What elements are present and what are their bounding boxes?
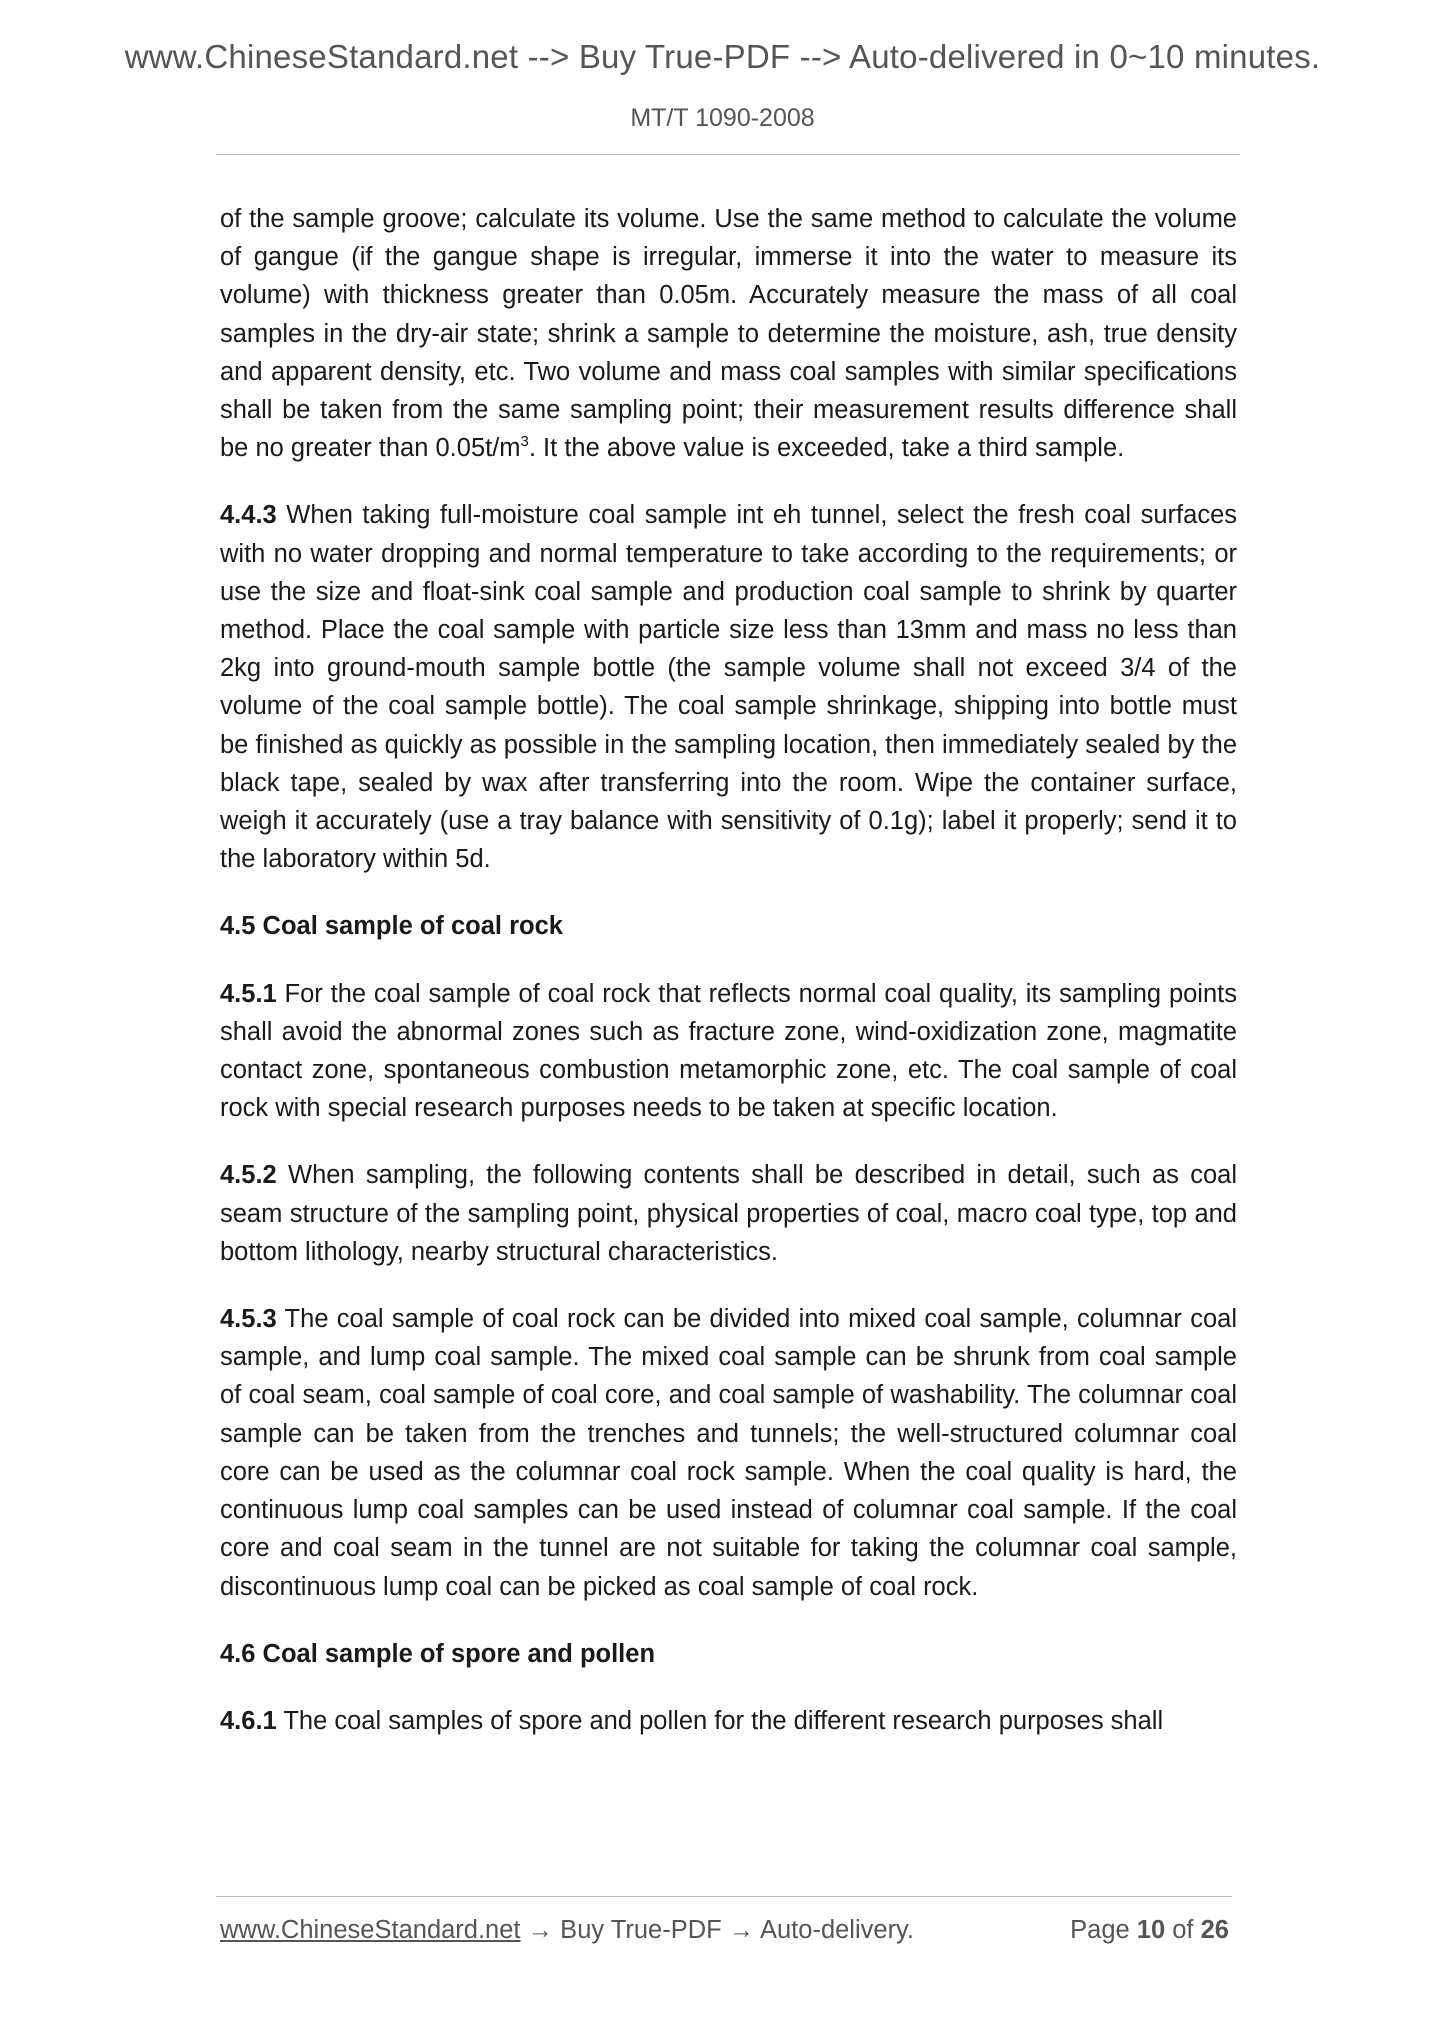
document-id: MT/T 1090-2008 — [630, 104, 815, 132]
footer-promo — [220, 1916, 914, 1945]
clause-4-5-2 — [220, 1156, 1237, 1271]
superscript: 3 — [520, 433, 529, 451]
clause-4-4-3 — [220, 496, 1237, 878]
footer-divider — [216, 1896, 1232, 1897]
clause-text: The coal samples of spore and pollen for the different research purposes shall — [276, 1706, 1164, 1735]
page-number: 10 — [1136, 1916, 1166, 1944]
paragraph-text: of the sample groove; calculate its volume. Use the same method to calculate the volume of gangue (if the gangue shape is irregular, immerse it into the water to measure its volume) with thickness greater than 0.05m. Accurately measure the mass of all coal samples in the dry-air state; shrink a sample to determine the moisture, ash, true density and apparent density, etc. Two volume and mass coal samples with similar specifications shall be taken from the same sampling point; their measurement results difference shall be no greater than 0.05t/m — [220, 205, 1237, 463]
page-total: 26 — [1200, 1916, 1229, 1944]
section-heading-4-5: 4.5 Coal sample of coal rock — [220, 912, 563, 941]
site-link[interactable]: www.ChineseStandard.net — [220, 1916, 521, 1944]
footer-promo-text: → Buy True-PDF → Auto-delivery. — [520, 1916, 914, 1944]
clause-number: 4.6.1 — [220, 1706, 277, 1735]
clause-number: 4.4.3 — [220, 501, 277, 530]
clause-number: 4.5.3 — [220, 1305, 277, 1334]
clause-text: When taking full-moisture coal sample int eh tunnel, select the fresh coal surfaces with no water dropping and normal temperature to take according to the requirements; or use the size and float-sink coal sample and production coal sample to shrink by quarter method. Place the coal sample with particle size less than 13mm and mass no less than 2kg into ground-mouth sample bottle (the sample volume shall not exceed 3/4 of the volume of the coal sample bottle). The coal sample shrinkage, shipping into bottle must be finished as quickly as possible in the sampling location, then immediately sealed by the black tape, sealed by wax after transferring into the room. Wipe the container surface, weigh it accurately (use a tray balance with sensitivity of 0.1g); label it properly; send it to the laboratory within 5d. — [220, 501, 1237, 874]
header-divider — [216, 154, 1240, 155]
page-indicator — [1070, 1916, 1229, 1945]
clause-text: The coal sample of coal rock can be divided into mixed coal sample, columnar coal sample, and lump coal sample. The mixed coal sample can be shrunk from coal sample of coal seam, coal sample of coal core, and coal sample of washability. The columnar coal sample can be taken from the trenches and tunnels; the well-structured columnar coal core can be used as the columnar coal rock sample. When the coal quality is hard, the continuous lump coal samples can be used instead of columnar coal sample. If the coal core and coal seam in the tunnel are not suitable for taking the columnar coal sample, discontinuous lump coal can be picked as coal sample of coal rock. — [220, 1305, 1237, 1601]
clause-text: For the coal sample of coal rock that reflects normal coal quality, its sampling points shall avoid the abnormal zones such as fracture zone, wind-oxidization zone, magmatite contact zone, spontaneous combustion metamorphic zone, etc. The coal sample of coal rock with special research purposes needs to be taken at specific location. — [220, 979, 1237, 1123]
clause-text: When sampling, the following contents shall be described in detail, such as coal seam structure of the sampling point, physical properties of coal, macro coal type, top and bottom lithology, nearby structural characteristics. — [220, 1161, 1237, 1266]
paragraph-continuation — [220, 200, 1237, 467]
paragraph-text: . It the above value is exceeded, take a third sample. — [528, 434, 1125, 463]
clause-4-6-1 — [220, 1702, 1237, 1740]
section-heading-4-6: 4.6 Coal sample of spore and pollen — [220, 1639, 656, 1668]
site-banner: www.ChineseStandard.net --> Buy True-PDF --> Auto-delivered in 0~10 minutes. — [124, 38, 1321, 75]
clause-4-5-3 — [220, 1300, 1237, 1606]
clause-number: 4.5.2 — [220, 1161, 277, 1190]
document-body — [220, 200, 1237, 1769]
of-word: of — [1172, 1916, 1194, 1944]
clause-4-5-1 — [220, 975, 1237, 1128]
page-word: Page — [1070, 1916, 1130, 1944]
clause-number: 4.5.1 — [220, 979, 277, 1008]
